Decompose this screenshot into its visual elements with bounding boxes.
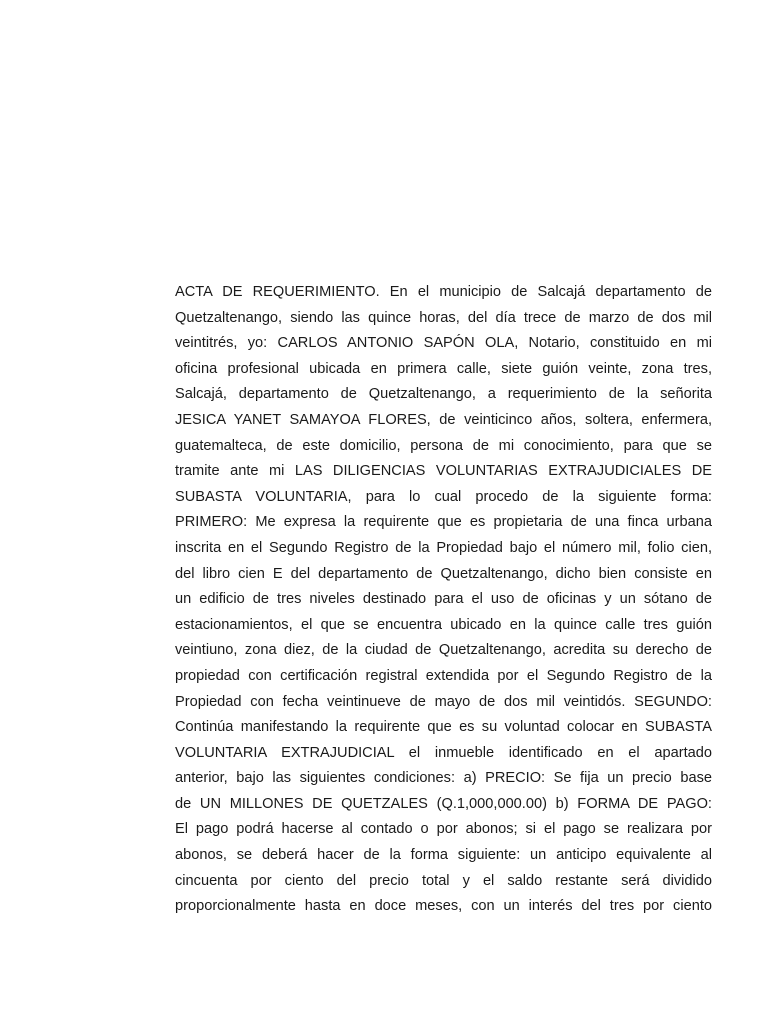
document-line: abonos, se deberá hacer de la forma siguiente: un anticipo equivalente al [175,847,712,864]
document-body [175,280,712,920]
document-line: anterior, bajo las siguientes condiciones: a) PRECIO: Se fija un precio base [175,770,712,787]
document-line: El pago podrá hacerse al contado o por abonos; si el pago se realizara por [175,821,712,838]
document-line: veintiuno, zona diez, de la ciudad de Quetzaltenango, acredita su derecho de [175,642,712,659]
document-line: guatemalteca, de este domicilio, persona de mi conocimiento, para que se [175,437,712,454]
document-line: Continúa manifestando la requirente que es su voluntad colocar en SUBASTA [175,719,712,736]
document-line: inscrita en el Segundo Registro de la Propiedad bajo el número mil, folio cien, [175,539,712,556]
document-line: Propiedad con fecha veintinueve de mayo de dos mil veintidós. SEGUNDO: [175,693,712,710]
document-line: SUBASTA VOLUNTARIA, para lo cual procedo de la siguiente forma: [175,488,712,505]
document-line: estacionamientos, el que se encuentra ubicado en la quince calle tres guión [175,616,712,633]
document-line: del libro cien E del departamento de Quetzaltenango, dicho bien consiste en [175,565,712,582]
document-line: PRIMERO: Me expresa la requirente que es propietaria de una finca urbana [175,514,712,531]
document-line: propiedad con certificación registral extendida por el Segundo Registro de la [175,667,712,684]
document-line: Quetzaltenango, siendo las quince horas, del día trece de marzo de dos mil [175,309,712,326]
document-line: cincuenta por ciento del precio total y el saldo restante será dividido [175,872,712,889]
document-line: Salcajá, departamento de Quetzaltenango, a requerimiento de la señorita [175,386,712,403]
document-line: oficina profesional ubicada en primera calle, siete guión veinte, zona tres, [175,360,712,377]
document-line: ACTA DE REQUERIMIENTO. En el municipio de Salcajá departamento de [175,284,712,300]
document-line: VOLUNTARIA EXTRAJUDICIAL el inmueble identificado en el apartado [175,744,712,761]
document-line: de UN MILLONES DE QUETZALES (Q.1,000,000.00) b) FORMA DE PAGO: [175,795,712,812]
document-line: JESICA YANET SAMAYOA FLORES, de veinticinco años, soltera, enfermera, [175,411,712,428]
document-line: proporcionalmente hasta en doce meses, con un interés del tres por ciento [175,898,712,915]
document-line: veintitrés, yo: CARLOS ANTONIO SAPÓN OLA, Notario, constituido en mi [175,335,712,352]
document-line: un edificio de tres niveles destinado para el uso de oficinas y un sótano de [175,591,712,608]
document-line: tramite ante mi LAS DILIGENCIAS VOLUNTARIAS EXTRAJUDICIALES DE [175,463,712,480]
